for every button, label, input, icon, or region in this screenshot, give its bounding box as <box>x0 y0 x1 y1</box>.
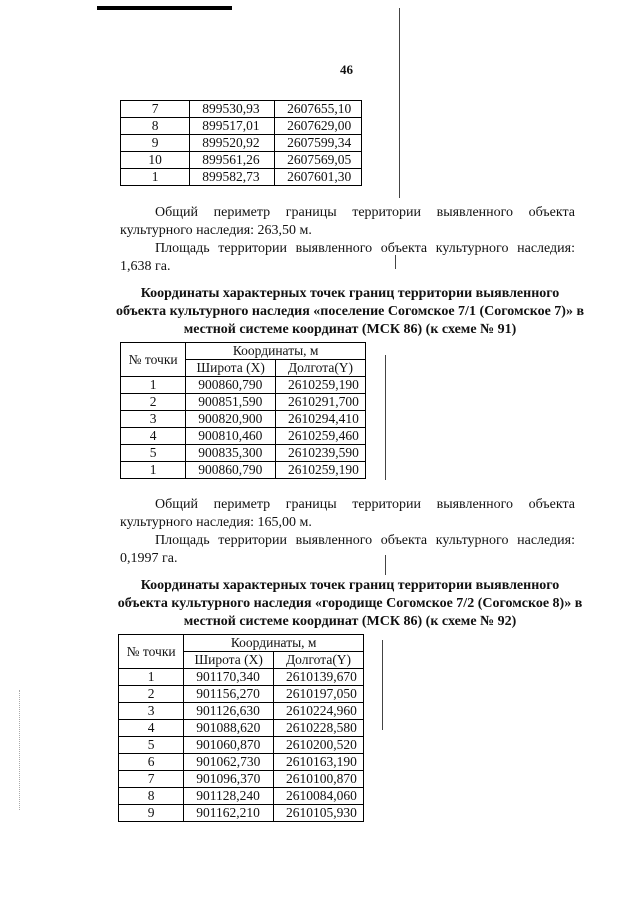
longitude-cell: 2610100,870 <box>274 771 364 788</box>
table-row <box>121 462 366 479</box>
point-number-cell: 1 <box>121 169 190 186</box>
longitude-cell: 2610294,410 <box>276 411 366 428</box>
margin-line <box>382 640 383 730</box>
longitude-cell: 2607655,10 <box>275 101 362 118</box>
area-text: Площадь территории выявленного объекта культурного наследия: 0,1997 га. <box>120 533 575 566</box>
latitude-cell: 901156,270 <box>184 686 274 703</box>
latitude-cell: 900860,790 <box>186 377 276 394</box>
longitude-cell: 2610084,060 <box>274 788 364 805</box>
point-number-cell: 7 <box>121 101 190 118</box>
margin-line <box>385 355 386 480</box>
point-number-cell: 9 <box>119 805 184 822</box>
longitude-cell: 2607601,30 <box>275 169 362 186</box>
longitude-cell: 2610259,190 <box>276 377 366 394</box>
table-row <box>121 101 362 118</box>
latitude-cell: 900835,300 <box>186 445 276 462</box>
point-number-cell: 1 <box>121 462 186 479</box>
longitude-cell: 2610259,460 <box>276 428 366 445</box>
latitude-cell: 901088,620 <box>184 720 274 737</box>
perimeter-text: Общий периметр границы территории выявленного объекта культурного наследия: 165,00 м. <box>120 497 575 530</box>
longitude-cell: 2610105,930 <box>274 805 364 822</box>
table-row <box>119 703 364 720</box>
latitude-cell: 900851,590 <box>186 394 276 411</box>
longitude-cell: 2607629,00 <box>275 118 362 135</box>
longitude-cell: 2610259,190 <box>276 462 366 479</box>
point-number-cell: 7 <box>119 771 184 788</box>
table-row <box>121 169 362 186</box>
point-number-cell: 3 <box>119 703 184 720</box>
latitude-cell: 901060,870 <box>184 737 274 754</box>
latitude-cell: 901062,730 <box>184 754 274 771</box>
table-row <box>121 152 362 169</box>
table-row <box>121 377 366 394</box>
point-number-cell: 2 <box>119 686 184 703</box>
page-number: 46 <box>340 62 353 77</box>
latitude-cell: 899520,92 <box>190 135 275 152</box>
col-coords-header: Координаты, м <box>184 635 364 652</box>
col-point-header: № точки <box>119 635 184 669</box>
point-number-cell: 1 <box>119 669 184 686</box>
point-number-cell: 9 <box>121 135 190 152</box>
table-row <box>119 686 364 703</box>
table-row <box>119 771 364 788</box>
table-row <box>121 411 366 428</box>
table-row <box>119 788 364 805</box>
col-coords-header: Координаты, м <box>186 343 366 360</box>
longitude-cell: 2610239,590 <box>276 445 366 462</box>
longitude-cell: 2610228,580 <box>274 720 364 737</box>
latitude-cell: 901170,340 <box>184 669 274 686</box>
point-number-cell: 2 <box>121 394 186 411</box>
top-rule <box>97 6 232 10</box>
latitude-cell: 899582,73 <box>190 169 275 186</box>
point-number-cell: 8 <box>119 788 184 805</box>
latitude-cell: 899517,01 <box>190 118 275 135</box>
longitude-cell: 2610224,960 <box>274 703 364 720</box>
point-number-cell: 6 <box>119 754 184 771</box>
latitude-cell: 901162,210 <box>184 805 274 822</box>
longitude-cell: 2610139,670 <box>274 669 364 686</box>
margin-line <box>399 8 400 198</box>
latitude-cell: 901096,370 <box>184 771 274 788</box>
point-number-cell: 1 <box>121 377 186 394</box>
col-lon-header: Долгота(Y) <box>274 652 364 669</box>
latitude-cell: 899561,26 <box>190 152 275 169</box>
latitude-cell: 899530,93 <box>190 101 275 118</box>
point-number-cell: 5 <box>121 445 186 462</box>
latitude-cell: 900860,790 <box>186 462 276 479</box>
table-row <box>119 669 364 686</box>
point-number-cell: 3 <box>121 411 186 428</box>
latitude-cell: 900820,900 <box>186 411 276 428</box>
point-number-cell: 10 <box>121 152 190 169</box>
point-number-cell: 4 <box>121 428 186 445</box>
point-number-cell: 5 <box>119 737 184 754</box>
area-text: Площадь территории выявленного объекта культурного наследия: 1,638 га. <box>120 241 575 274</box>
col-lat-header: Широта (X) <box>184 652 274 669</box>
table-row <box>121 428 366 445</box>
latitude-cell: 901128,240 <box>184 788 274 805</box>
table-row <box>119 737 364 754</box>
point-number-cell: 8 <box>121 118 190 135</box>
latitude-cell: 901126,630 <box>184 703 274 720</box>
coords-table-91 <box>120 342 366 479</box>
longitude-cell: 2607569,05 <box>275 152 362 169</box>
table-row <box>119 754 364 771</box>
longitude-cell: 2610200,520 <box>274 737 364 754</box>
table-row <box>121 118 362 135</box>
latitude-cell: 900810,460 <box>186 428 276 445</box>
perimeter-text: Общий периметр границы территории выявленного объекта культурного наследия: 263,50 м. <box>120 205 575 238</box>
coords-table-continued <box>120 100 362 186</box>
longitude-cell: 2610291,700 <box>276 394 366 411</box>
point-number-cell: 4 <box>119 720 184 737</box>
section-heading: Координаты характерных точек границ территории выявленного объекта культурного наследия «поселение Согомское 7/1 (Согомское 7)» в местной системе координат (МСК 86) (к схеме № 91) <box>115 286 585 337</box>
col-lon-header: Долгота(Y) <box>276 360 366 377</box>
longitude-cell: 2607599,34 <box>275 135 362 152</box>
table-row <box>121 394 366 411</box>
col-lat-header: Широта (X) <box>186 360 276 377</box>
table-row <box>121 445 366 462</box>
table-row <box>121 135 362 152</box>
table-row <box>119 805 364 822</box>
col-point-header: № точки <box>121 343 186 377</box>
table-row <box>119 720 364 737</box>
coords-table-92 <box>118 634 364 822</box>
section-heading: Координаты характерных точек границ территории выявленного объекта культурного наследия «городище Согомское 7/2 (Согомское 8)» в местной системе координат (МСК 86) (к схеме № 92) <box>117 578 583 629</box>
longitude-cell: 2610163,190 <box>274 754 364 771</box>
longitude-cell: 2610197,050 <box>274 686 364 703</box>
scan-artifact <box>19 690 21 810</box>
